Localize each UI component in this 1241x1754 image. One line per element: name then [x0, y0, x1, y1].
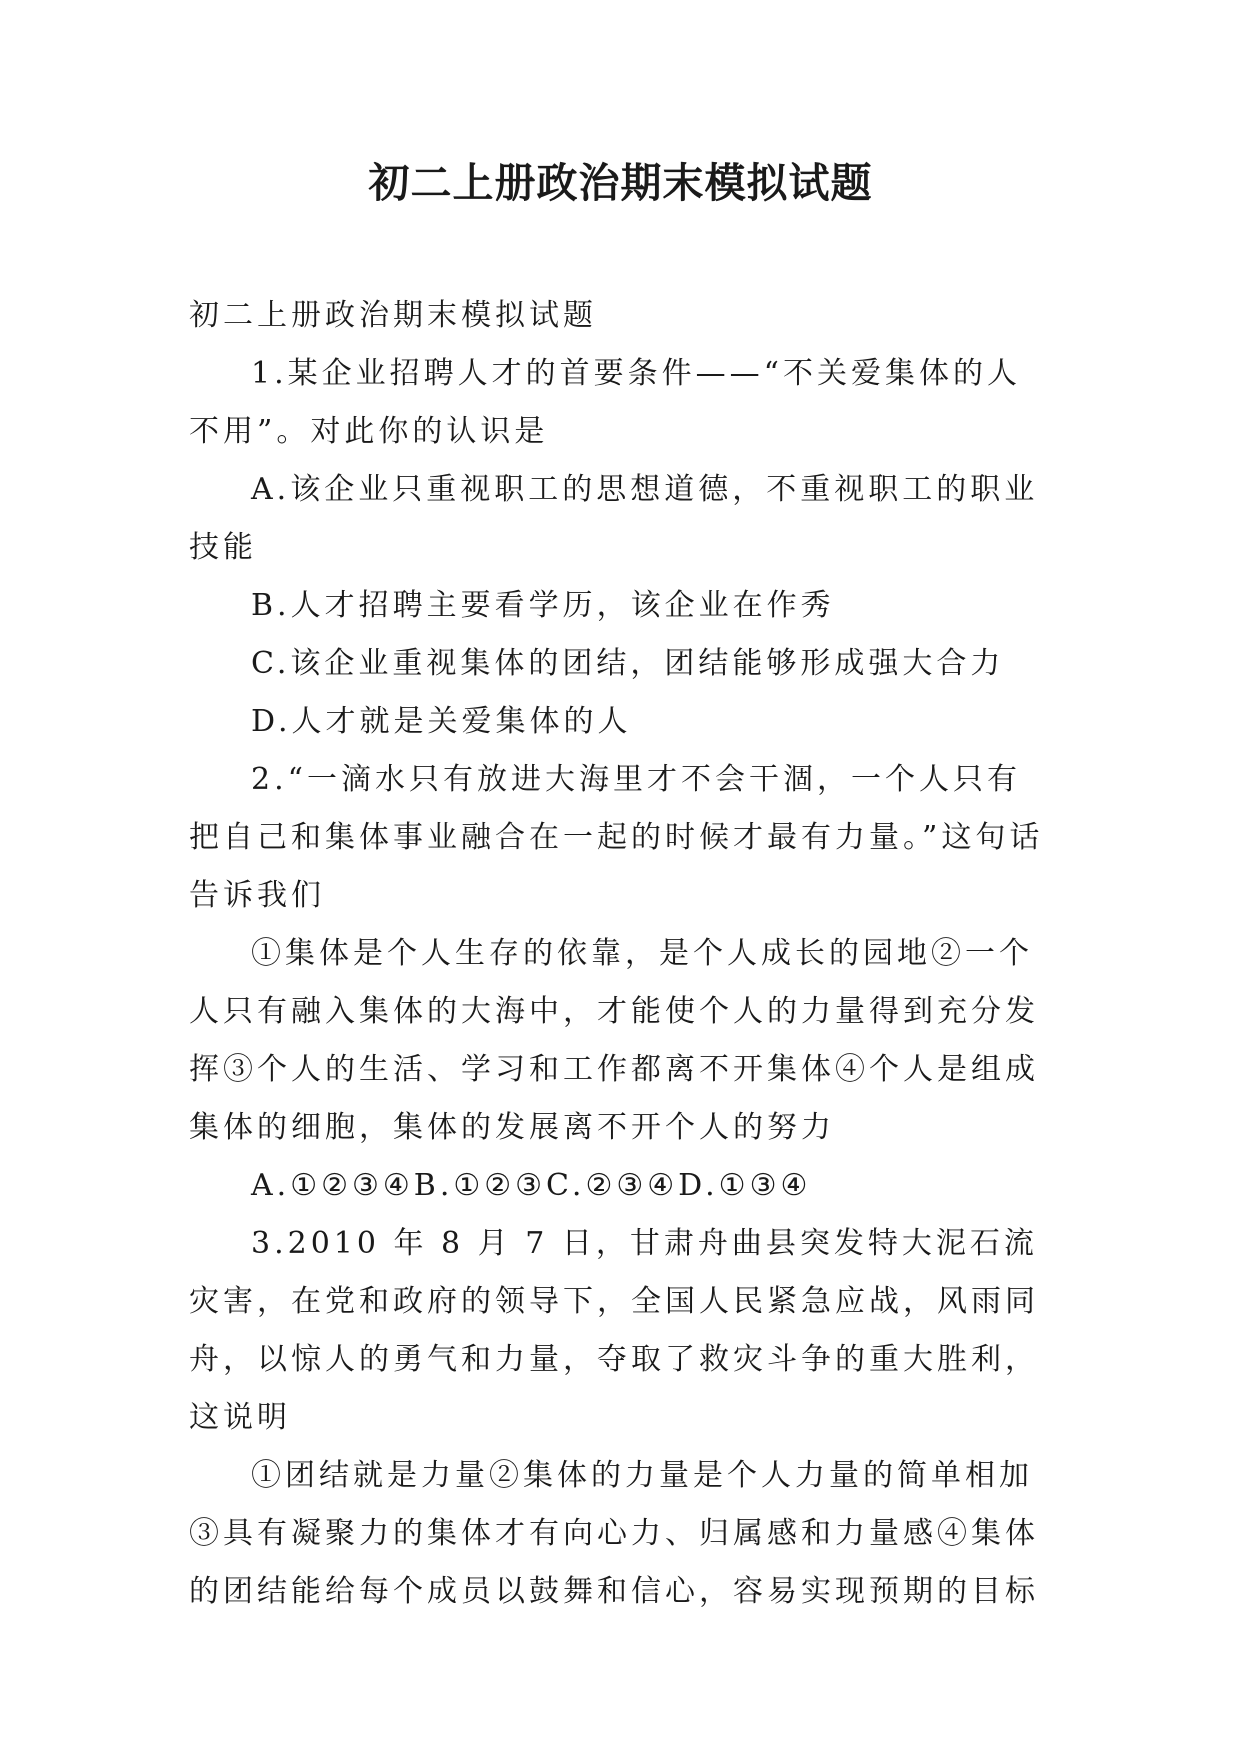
document-subtitle: 初二上册政治期末模拟试题	[189, 298, 597, 333]
question-1-option-c: C.该企业重视集体的团结，团结能够形成强大合力	[251, 646, 1005, 681]
question-1-option-d: D.人才就是关爱集体的人	[251, 704, 632, 739]
question-1-option-a: A.该企业只重视职工的思想道德，不重视职工的职业技能	[189, 472, 1039, 565]
question-1-option-b: B.人才招聘主要看学历，该企业在作秀	[251, 588, 835, 623]
question-1: 1.某企业招聘人才的首要条件——“不关爱集体的人不用”。对此你的认识是	[189, 356, 1021, 449]
question-3: 3.2010 年 8 月 7 日，甘肃舟曲县突发特大泥石流灾害，在党和政府的领导下，全国人民紧急应战，风雨同舟，以惊人的勇气和力量，夺取了救灾斗争的重大胜利，这说明	[189, 1226, 1039, 1435]
question-2-options: A.①②③④B.①②③C.②③④D.①③④	[251, 1168, 812, 1203]
question-2-statements: ①集体是个人生存的依靠，是个人成长的园地②一个人只有融入集体的大海中，才能使个人的力量得到充分发挥③个人的生活、学习和工作都离不开集体④个人是组成集体的细胞，集体的发展离不开个人的努力	[189, 936, 1039, 1145]
question-3-statements: ①团结就是力量②集体的力量是个人力量的简单相加③具有凝聚力的集体才有向心力、归属感和力量感④集体的团结能给每个成员以鼓舞和信心，容易实现预期的目标	[189, 1458, 1039, 1609]
document-title: 初二上册政治期末模拟试题	[368, 159, 873, 207]
document-body	[189, 287, 1052, 1621]
question-2: 2.“一滴水只有放进大海里才不会干涸，一个人只有把自己和集体事业融合在一起的时候才最有力量。”这句话告诉我们	[189, 762, 1044, 913]
